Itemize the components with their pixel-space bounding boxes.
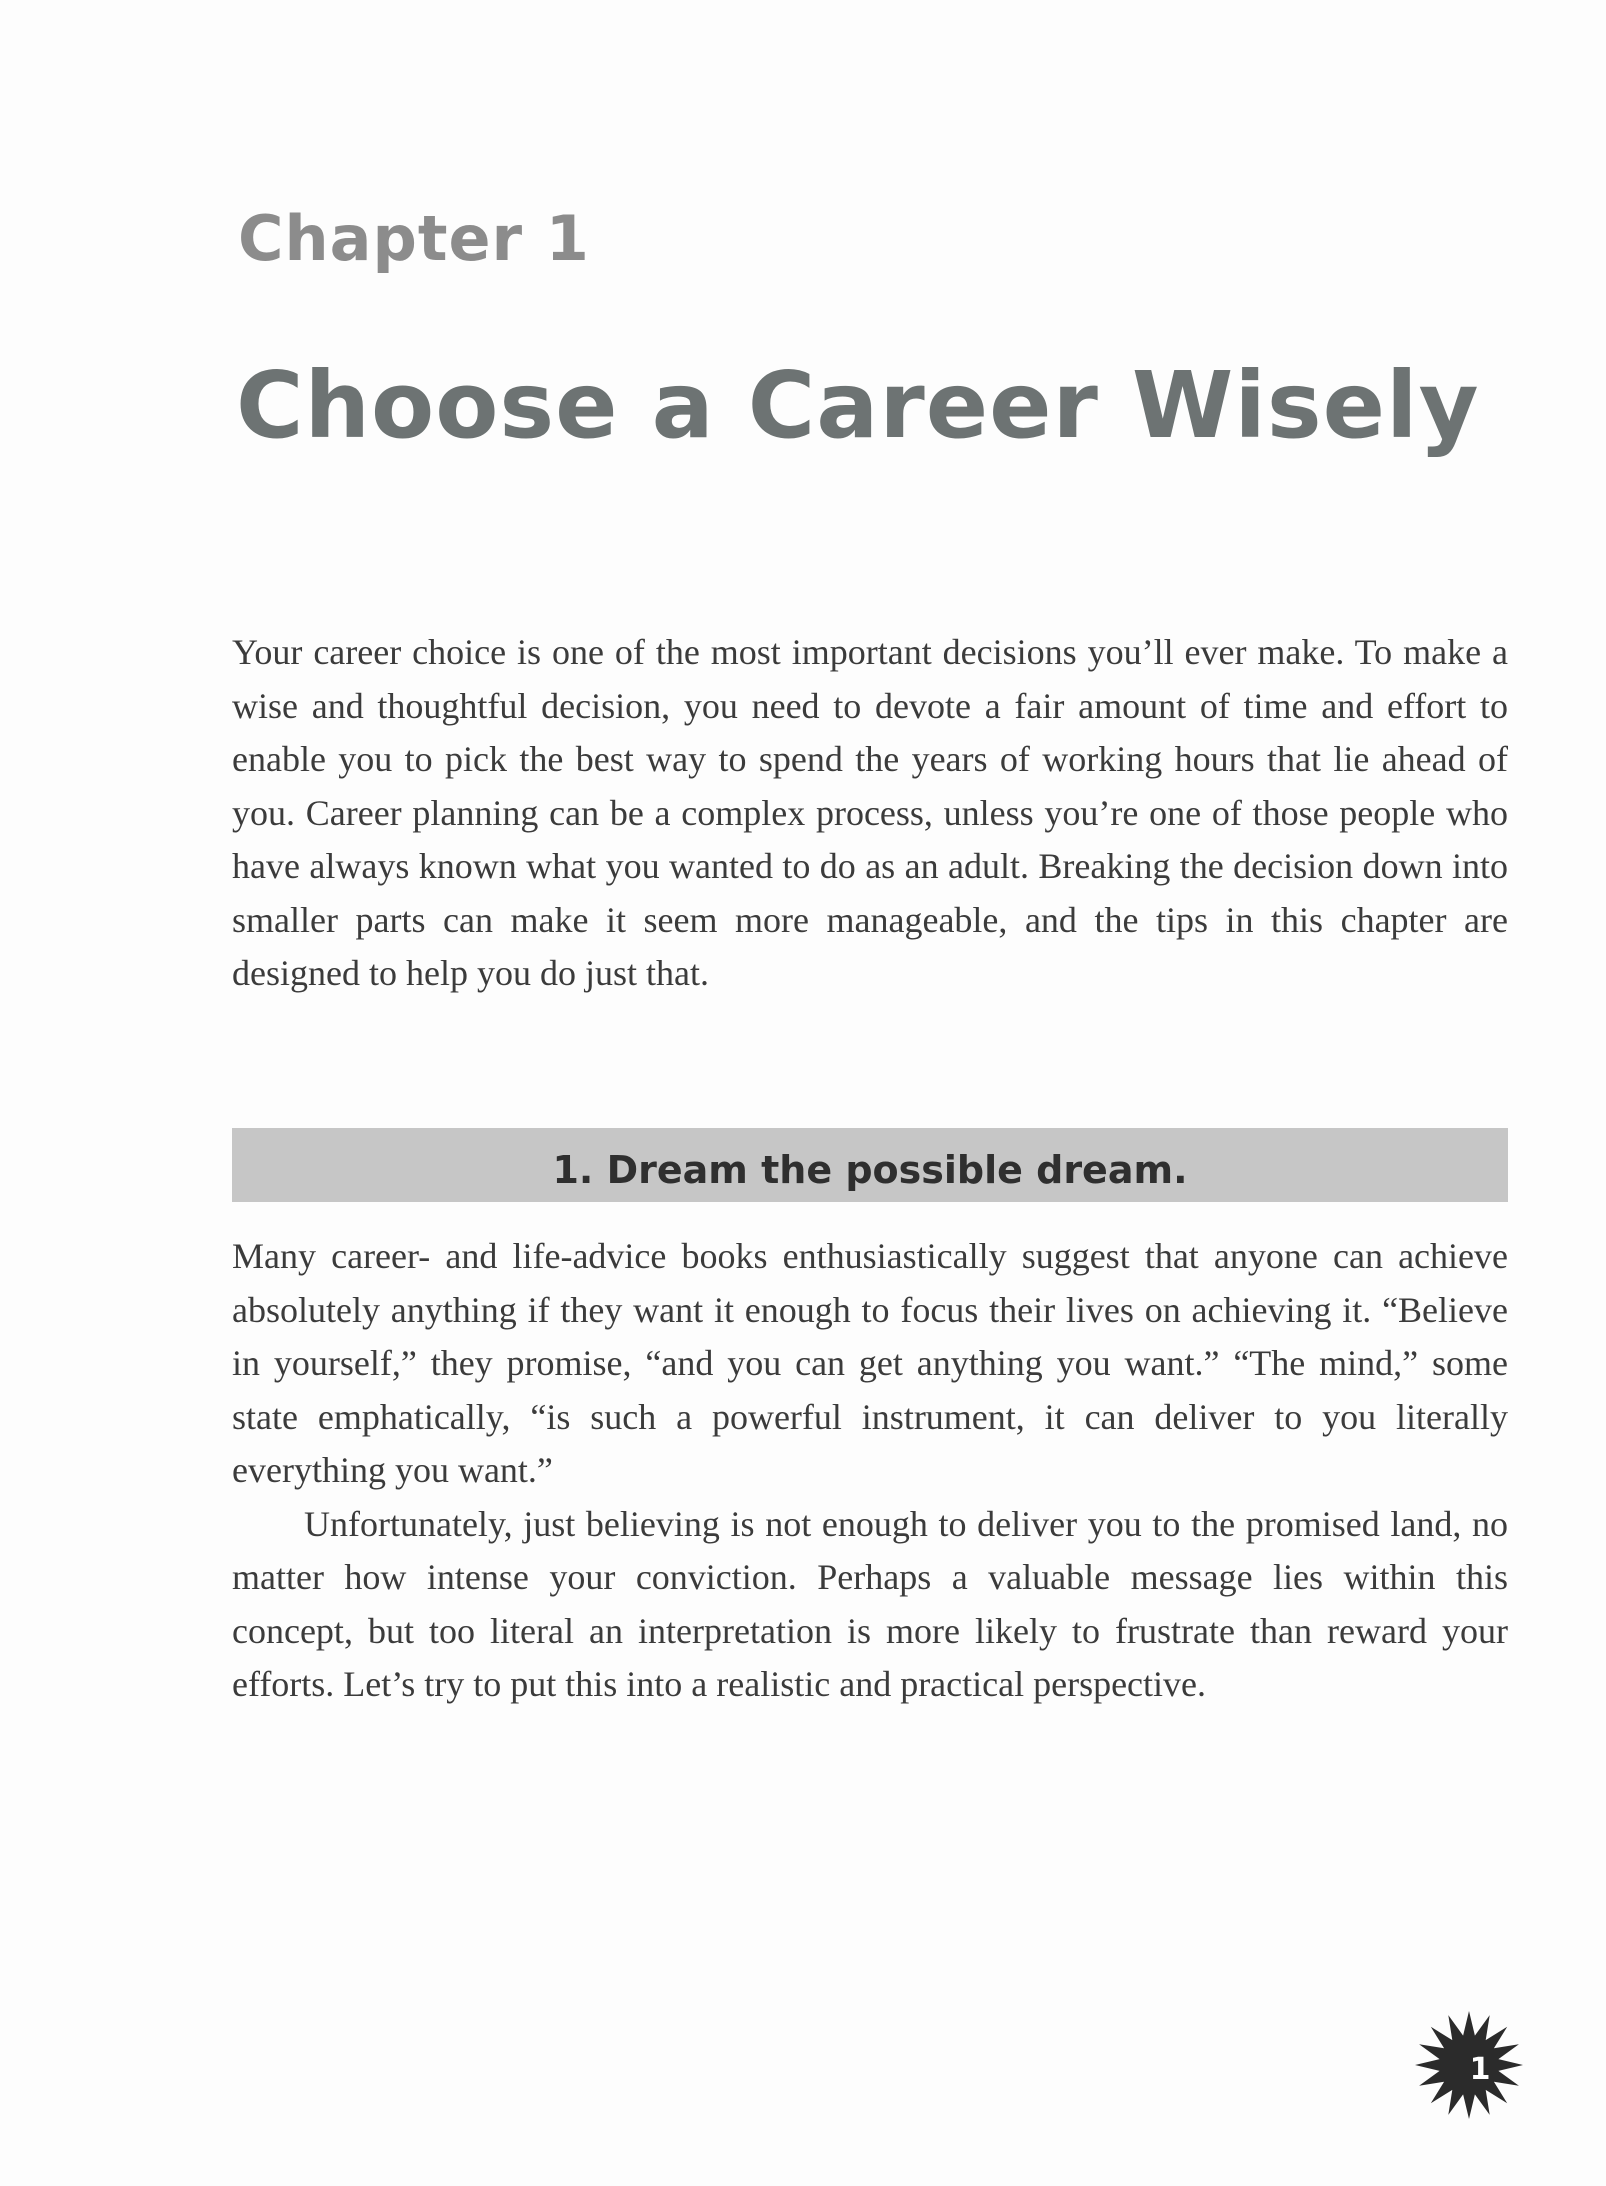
chapter-label: Chapter 1 <box>238 202 590 275</box>
section-heading-bar <box>232 1128 1508 1202</box>
intro-paragraph: Your career choice is one of the most important decisions you’ll ever make. To make a wise and thoughtful decision, you need to devote a fair amount of time and effort to enable you to pick the best way to spend the years of working hours that lie ahead of you. Career planning can be a complex process, unless you’re one of those people who have always known what you wanted to do as an adult. Breaking the decision down into smaller parts can make it seem more manageable, and the tips in this chapter are designed to help you do just that. <box>232 632 1508 993</box>
chapter-title: Choose a Career Wisely <box>236 352 1480 459</box>
page-number: 1 <box>1469 2051 1491 2087</box>
body-paragraph: Many career- and life-advice books enthusiastically suggest that anyone can achieve absolutely anything if they want it enough to focus their lives on achieving it. “Believe in yourself,” they promise, “and you can get anything you want.” “The mind,” some state emphatically, “is such a powerful instrument, it can deliver to you literally everything you want.” <box>232 1236 1508 1490</box>
section-heading: 1. Dream the possible dream. <box>552 1148 1188 1192</box>
section-body <box>232 1230 1508 1712</box>
body-paragraph: Unfortunately, just believing is not enough to deliver you to the promised land, no matter how intense your conviction. Perhaps a valuable message lies within this concept, but too literal an interpretation is more likely to frustrate than reward your efforts. Let’s try to put this into a realistic and practical perspective. <box>232 1503 1508 1704</box>
